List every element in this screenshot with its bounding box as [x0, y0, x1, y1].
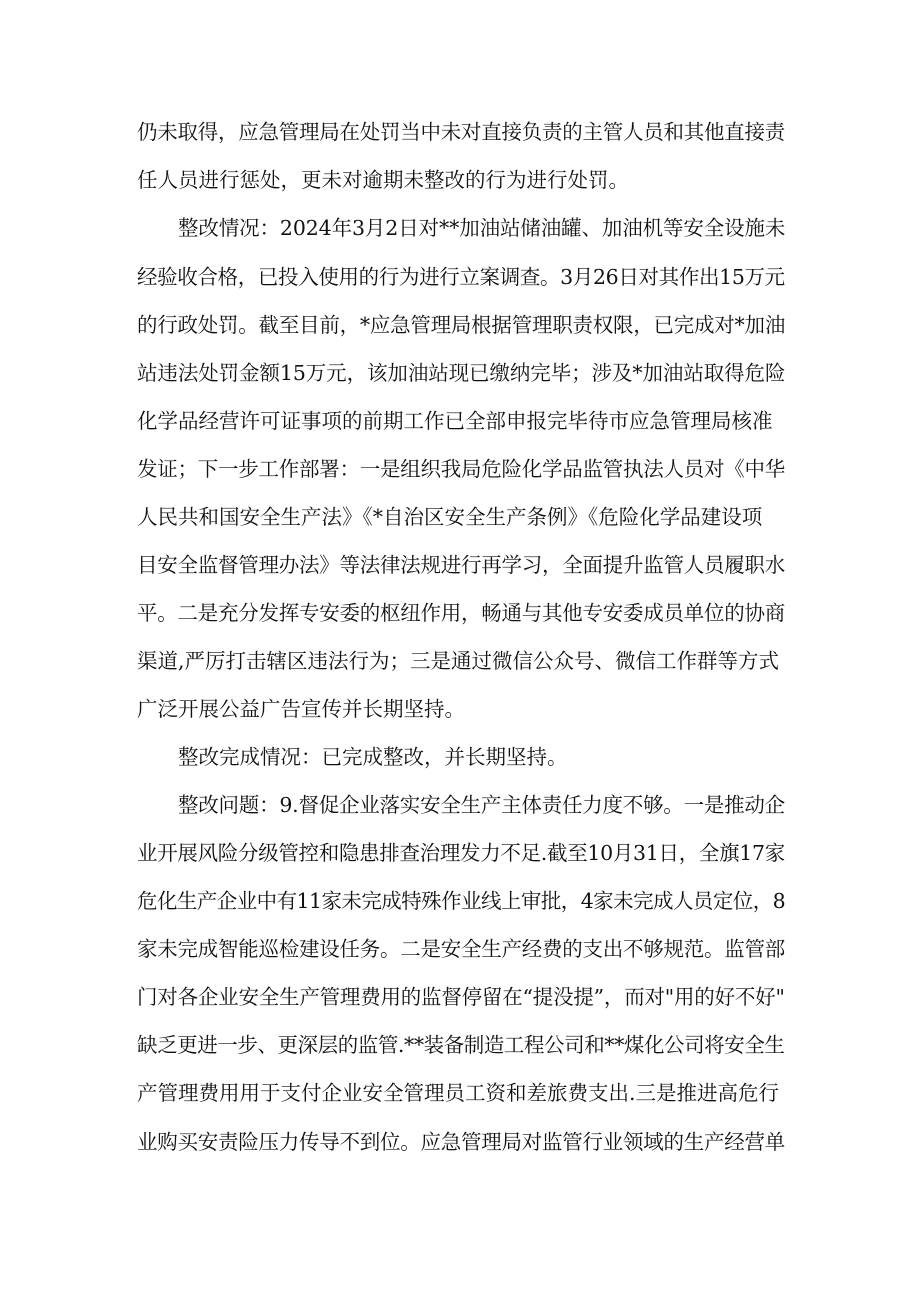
paragraph-line: 的行政处罚。截至目前，*应急管理局根据管理职责权限，已完成对*加油 [137, 313, 786, 337]
paragraph-line: 经验收合格，已投入使用的行为进行立案调查。3月26日对其作出15万元 [137, 265, 785, 289]
paragraph-line: 缺乏更进一步、更深层的监管.**装备制造工程公司和**煤化公司将安全生 [137, 1033, 785, 1057]
paragraph-line: 业购买安责险压力传导不到位。应急管理局对监管行业领域的生产经营单 [137, 1130, 785, 1154]
paragraph-line: 广泛开展公益广告宣传并长期坚持。 [137, 697, 465, 721]
paragraph-line: 任人员进行惩处，更未对逾期未整改的行为进行处罚。 [137, 168, 629, 192]
paragraph-line: 危化生产企业中有11家未完成特殊作业线上审批，4家未完成人员定位，8 [137, 889, 786, 913]
paragraph-line: 渠道,严厉打击辖区违法行为；三是通过微信公众号、微信工作群等方式 [137, 649, 780, 673]
paragraph-line: 整改情况：2024年3月2日对**加油站储油罐、加油机等安全设施未 [178, 216, 786, 240]
paragraph-line: 业开展风险分级管控和隐患排查治理发力不足.截至10月31日，全旗17家 [137, 841, 785, 865]
paragraph-line: 家未完成智能巡检建设任务。二是安全生产经费的支出不够规范。监管部 [137, 937, 785, 961]
paragraph-line: 目安全监督管理办法》等法律法规进行再学习，全面提升监管人员履职水 [137, 553, 785, 577]
paragraph-line: 整改完成情况：已完成整改，并长期坚持。 [178, 745, 568, 769]
paragraph-line: 发证；下一步工作部署：一是组织我局危险化学品监管执法人员对《中华 [137, 457, 785, 481]
paragraph-line: 站违法处罚金额15万元，该加油站现已缴纳完毕；涉及*加油站取得危险 [137, 361, 786, 385]
paragraph-line: 整改问题：9.督促企业落实安全生产主体责任力度不够。一是推动企 [178, 793, 785, 817]
paragraph-line: 产管理费用用于支付企业安全管理员工资和差旅费支出.三是推进高危行 [137, 1081, 780, 1105]
paragraph-line: 人民共和国安全生产法》《*自治区安全生产条例》《危险化学品建设项 [137, 505, 763, 529]
paragraph-line: 门对各企业安全生产管理费用的监督停留在“提没提”，而对"用的好不好" [137, 985, 785, 1009]
paragraph-line: 化学品经营许可证事项的前期工作已全部申报完毕待市应急管理局核准 [137, 409, 773, 433]
paragraph-line: 平。二是充分发挥专安委的枢纽作用，畅通与其他专安委成员单位的协商 [137, 601, 785, 625]
paragraph-line: 仍未取得，应急管理局在处罚当中未对直接负责的主管人员和其他直接责 [137, 120, 785, 144]
